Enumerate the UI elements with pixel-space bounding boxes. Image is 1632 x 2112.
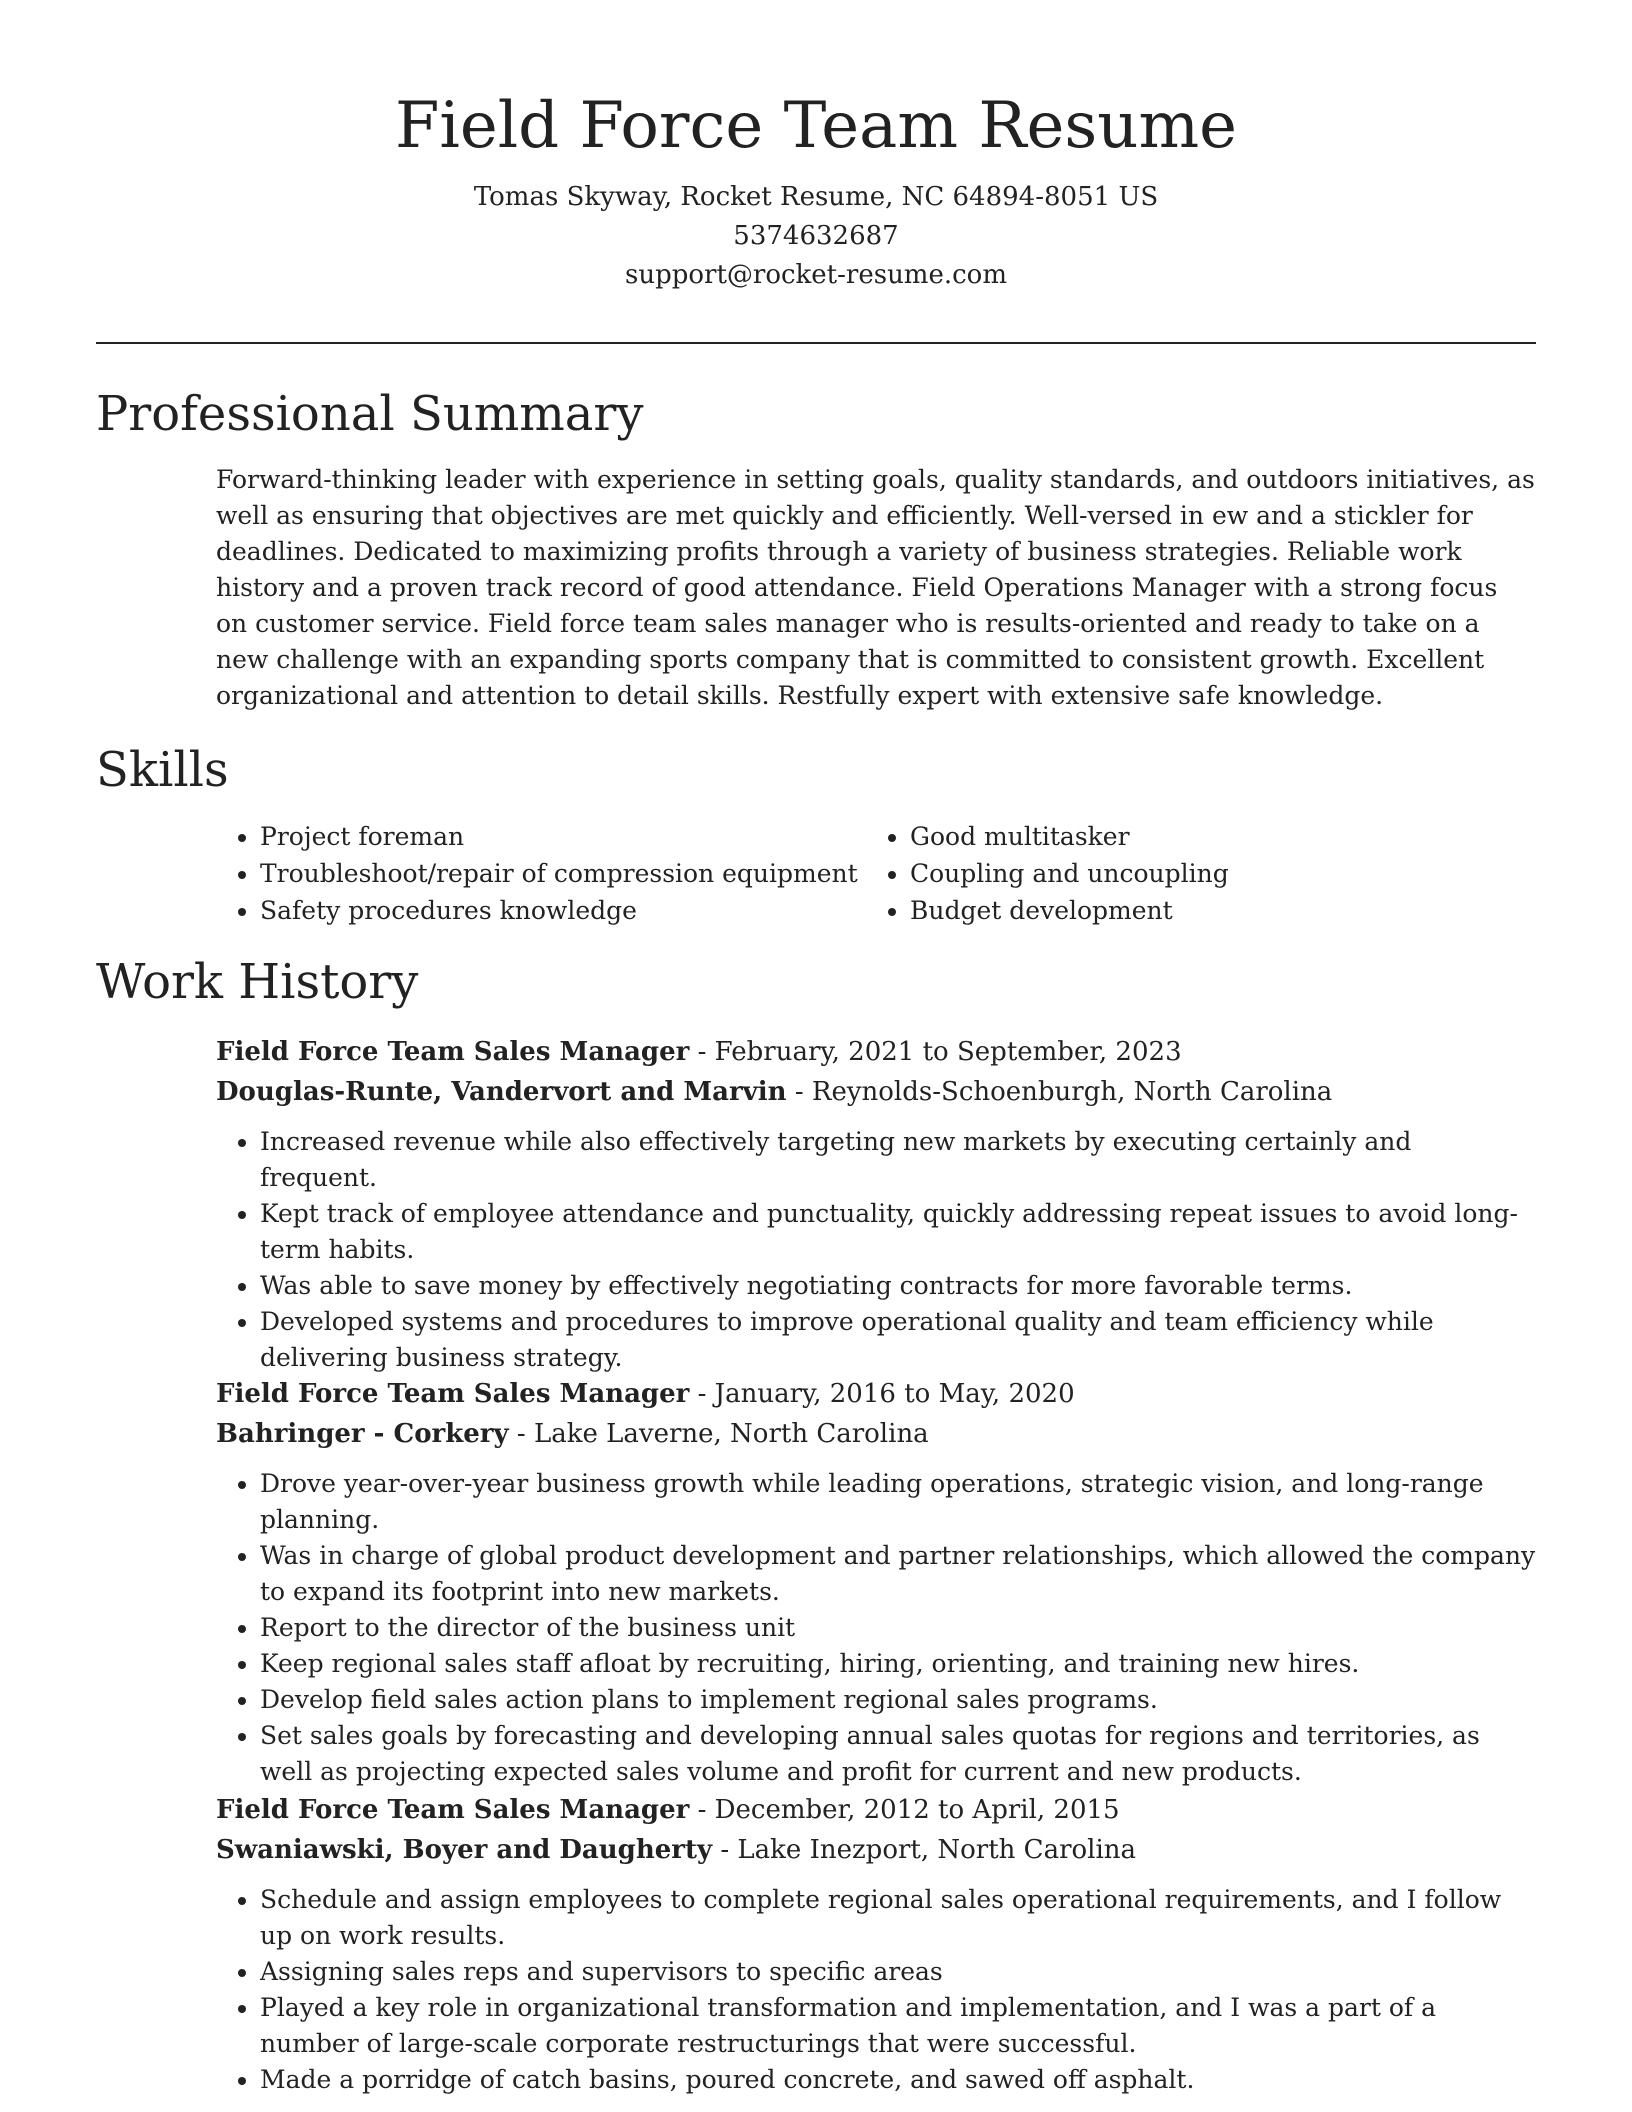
contact-address: Tomas Skyway, Rocket Resume, NC 64894-8051 US: [473, 182, 1159, 212]
job-entry: [216, 1790, 1536, 2098]
job-title: Field Force Team Sales Manager: [216, 1795, 690, 1825]
job-company: Swaniawski, Boyer and Daugherty: [216, 1835, 713, 1865]
skill-item: • Troubleshoot/repair of compression equipment: [260, 855, 866, 892]
skill-item: • Project foreman: [260, 818, 866, 855]
job-bullets: [216, 1466, 1536, 1790]
job-bullet: • Developed systems and procedures to improve operational quality and team efficiency while delivering business strategy.: [260, 1304, 1536, 1376]
job-company: Douglas-Runte, Vandervort and Marvin: [216, 1077, 787, 1107]
job-bullet: • Schedule and assign employees to complete regional sales operational requirements, and I follow up on work results.: [260, 1882, 1536, 1954]
header-divider: [96, 342, 1536, 344]
job-dates: - January, 2016 to May, 2020: [689, 1379, 1075, 1409]
skill-item: • Good multitasker: [910, 818, 1229, 855]
job-bullet: • Was in charge of global product development and partner relationships, which allowed the company to expand its footprint into new markets.: [260, 1538, 1536, 1610]
job-location: - Lake Laverne, North Carolina: [508, 1419, 929, 1449]
job-bullet: • Was able to save money by effectively negotiating contracts for more favorable terms.: [260, 1268, 1536, 1304]
resume-header: [0, 0, 1632, 295]
contact-email: support@rocket-resume.com: [624, 260, 1007, 290]
job-dates: - December, 2012 to April, 2015: [689, 1795, 1120, 1825]
job-bullet: • Assigning sales reps and supervisors to specific areas: [260, 1954, 1536, 1990]
job-company-line: [216, 1414, 1536, 1454]
summary-text: Forward-thinking leader with experience in setting goals, quality standards, and outdoors initiatives, as well as ensuring that objectives are met quickly and efficiently. Well-versed in ew and a stickler for deadlines. Dedicated to maximizing profits through a variety of business strategies. Reliable work history and a proven track record of good attendance. Field Operations Manager with a strong focus on customer service. Field force team sales manager who is results-oriented and ready to take on a new challenge with an expanding sports company that is committed to consistent growth. Excellent organizational and attention to detail skills. Restfully expert with extensive safe knowledge.: [216, 465, 1535, 710]
skill-item: • Budget development: [910, 892, 1229, 929]
contact-phone: 5374632687: [733, 221, 899, 251]
job-title-line: [216, 1374, 1536, 1414]
job-bullet: • Report to the director of the business unit: [260, 1610, 1536, 1646]
job-bullet: • Drove year-over-year business growth while leading operations, strategic vision, and long-range planning.: [260, 1466, 1536, 1538]
job-title: Field Force Team Sales Manager: [216, 1379, 690, 1409]
job-bullet: • Played a key role in organizational transformation and implementation, and I was a part of a number of large-scale corporate restructurings that were successful.: [260, 1990, 1536, 2062]
job-title-line: [216, 1790, 1536, 1830]
job-bullets: [216, 1124, 1536, 1376]
job-title-line: [216, 1032, 1536, 1072]
job-company: Bahringer - Corkery: [216, 1419, 509, 1449]
job-company-line: [216, 1072, 1536, 1112]
job-location: - Lake Inezport, North Carolina: [712, 1835, 1137, 1865]
job-bullet: • Kept track of employee attendance and punctuality, quickly addressing repeat issues to avoid long-term habits.: [260, 1196, 1536, 1268]
job-entry: [216, 1032, 1536, 1376]
skills-column-1: [216, 818, 866, 929]
work-history-heading: Work History: [96, 954, 419, 1010]
job-bullet: • Increased revenue while also effectively targeting new markets by executing certainly and frequent.: [260, 1124, 1536, 1196]
job-bullet: • Develop field sales action plans to implement regional sales programs.: [260, 1682, 1536, 1718]
job-bullet: • Set sales goals by forecasting and developing annual sales quotas for regions and territories, as well as projecting expected sales volume and profit for current and new products.: [260, 1718, 1536, 1790]
skills-list: [216, 818, 1536, 929]
job-bullet: • Keep regional sales staff afloat by recruiting, hiring, orienting, and training new hires.: [260, 1646, 1536, 1682]
job-company-line: [216, 1830, 1536, 1870]
skills-heading: Skills: [96, 742, 229, 798]
job-entry: [216, 1374, 1536, 1790]
skills-column-2: [866, 818, 1229, 929]
summary-heading: Professional Summary: [96, 386, 644, 442]
resume-title: Field Force Team Resume: [394, 89, 1238, 163]
job-dates: - February, 2021 to September, 2023: [689, 1037, 1182, 1067]
skill-item: • Safety procedures knowledge: [260, 892, 866, 929]
skill-item: • Coupling and uncoupling: [910, 855, 1229, 892]
job-title: Field Force Team Sales Manager: [216, 1037, 690, 1067]
job-location: - Reynolds-Schoenburgh, North Carolina: [786, 1077, 1333, 1107]
job-bullets: [216, 1882, 1536, 2098]
job-bullet: • Made a porridge of catch basins, poured concrete, and sawed off asphalt.: [260, 2062, 1536, 2098]
